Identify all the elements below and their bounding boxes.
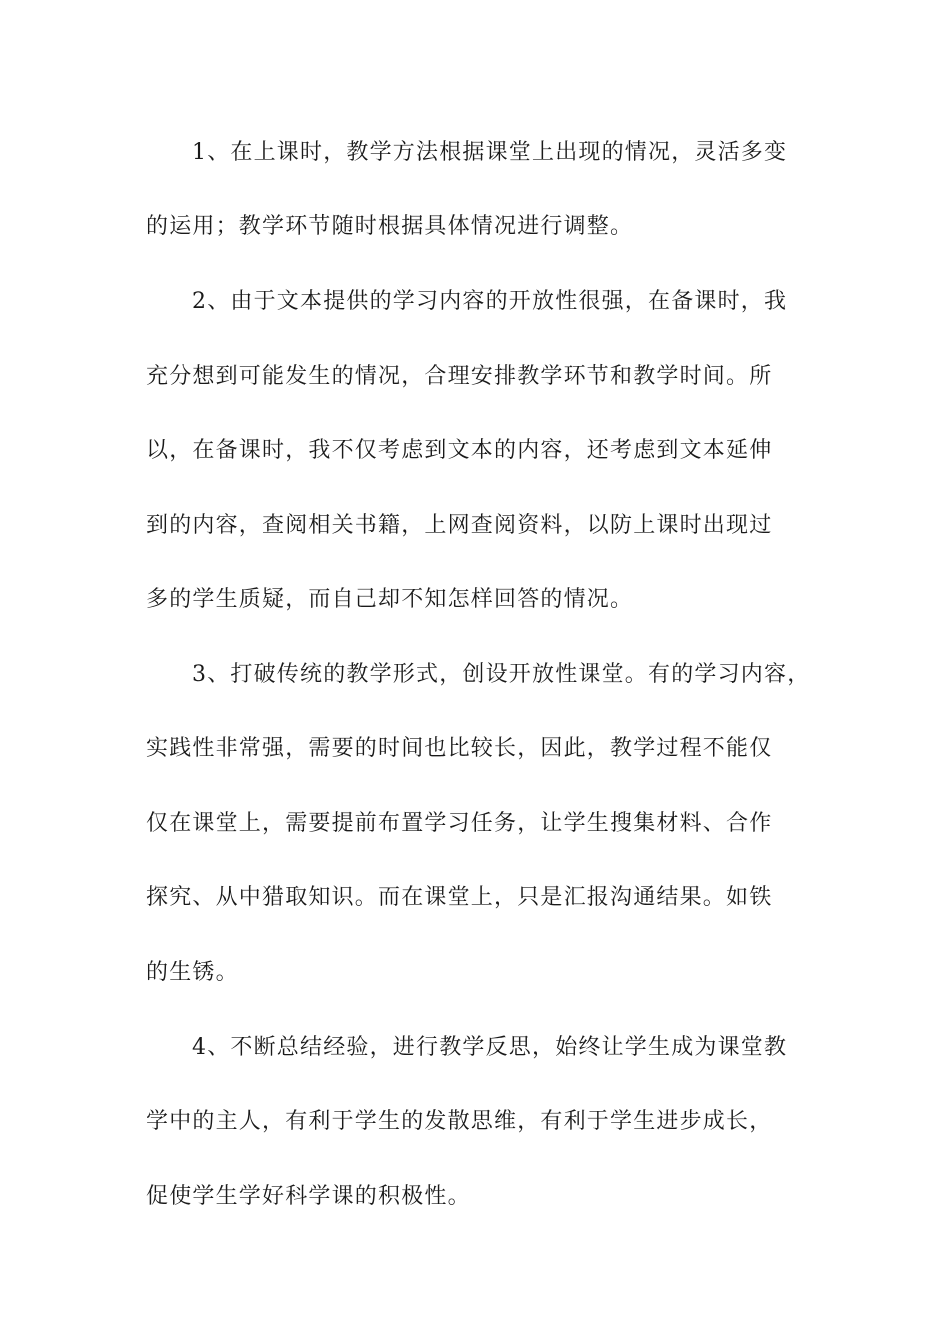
paragraph-2-line-4: 到的内容，查阅相关书籍，上网查阅资料，以防上课时出现过 <box>146 513 773 538</box>
paragraph-3-line-1: 3、打破传统的教学形式，创设开放性课堂。有的学习内容， <box>192 662 811 687</box>
paragraph-2-line-3: 以，在备课时，我不仅考虑到文本的内容，还考虑到文本延伸 <box>146 438 773 463</box>
paragraph-4-line-2: 学中的主人，有利于学生的发散思维，有利于学生进步成长， <box>146 1109 773 1134</box>
paragraph-3-line-5: 的生锈。 <box>146 960 239 985</box>
paragraph-4-line-3: 促使学生学好科学课的积极性。 <box>146 1184 471 1209</box>
paragraph-1-line-2: 的运用；教学环节随时根据具体情况进行调整。 <box>146 214 634 239</box>
paragraph-3-line-2: 实践性非常强，需要的时间也比较长，因此，教学过程不能仅 <box>146 736 773 761</box>
paragraph-3-line-3: 仅在课堂上，需要提前布置学习任务，让学生搜集材料、合作 <box>146 811 773 836</box>
paragraph-1-line-1: 1、在上课时，教学方法根据课堂上出现的情况，灵活多变 <box>192 140 788 165</box>
paragraph-4-line-1: 4、不断总结经验，进行教学反思，始终让学生成为课堂教 <box>192 1035 788 1060</box>
paragraph-2-line-2: 充分想到可能发生的情况，合理安排教学环节和教学时间。所 <box>146 364 773 389</box>
paragraph-2-line-5: 多的学生质疑，而自己却不知怎样回答的情况。 <box>146 587 634 612</box>
paragraph-3-line-4: 探究、从中猎取知识。而在课堂上，只是汇报沟通结果。如铁 <box>146 885 773 910</box>
paragraph-2-line-1: 2、由于文本提供的学习内容的开放性很强，在备课时，我 <box>192 289 788 314</box>
